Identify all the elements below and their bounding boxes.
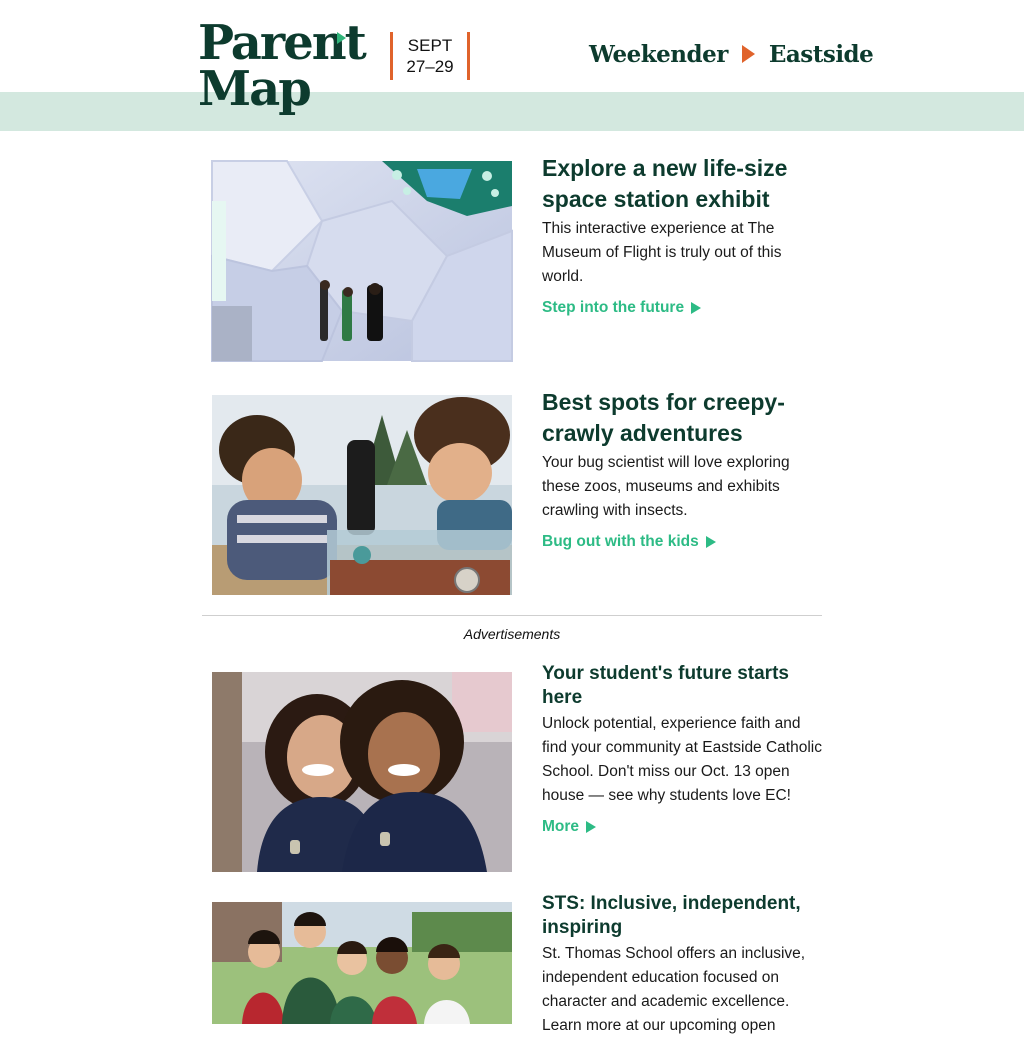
article-description: Your bug scientist will love exploring these zoos, museums and exhibits crawling with insects. (542, 454, 790, 519)
article-text (542, 155, 827, 317)
ad-text (542, 893, 827, 1038)
space-station-photo[interactable] (212, 161, 512, 361)
cta-label: Bug out with the kids (542, 533, 699, 550)
section-divider (202, 615, 822, 616)
ad-description: Unlock potential, experience faith and find your community at Eastside Catholic School. Don't miss our Oct. 13 open house — see why students love EC! (542, 715, 822, 804)
students-photo[interactable] (212, 672, 512, 872)
article-text (542, 389, 827, 551)
ad-title[interactable]: STS: Inclusive, independent, inspiring (542, 893, 801, 938)
play-triangle-icon (706, 536, 716, 548)
date-badge (390, 32, 470, 80)
article-title[interactable]: Explore a new life-size space station exhibit (542, 155, 788, 212)
date-month: SEPT (407, 36, 453, 55)
article-card (212, 155, 822, 361)
advertisements-label: Advertisements (463, 626, 561, 642)
ad-card (212, 893, 822, 1034)
parentmap-logo[interactable] (198, 15, 365, 122)
ad-text (542, 663, 827, 836)
ad-card (212, 663, 822, 872)
ad-title[interactable]: Your student's future starts here (542, 663, 789, 708)
ad-description: St. Thomas School offers an inclusive, independent education focused on character and academic excellence. Learn more at our upcoming open (542, 945, 806, 1034)
edition-name: Weekender (589, 40, 728, 68)
play-triangle-icon (586, 821, 596, 833)
cta-label: More (542, 818, 580, 835)
edition-title (589, 36, 873, 72)
kids-bugs-photo[interactable] (212, 395, 512, 595)
cta-label: Step into the future (542, 299, 685, 316)
play-triangle-icon (691, 302, 701, 314)
step-into-future-link[interactable] (542, 299, 701, 317)
logo-text-parent: Parent (198, 15, 365, 71)
edition-region: Eastside (768, 40, 874, 68)
kids-group-photo[interactable] (212, 902, 512, 1024)
date-range: 27–29 (406, 57, 454, 76)
article-card (212, 389, 822, 595)
header-band (0, 92, 1024, 131)
more-link[interactable] (542, 818, 596, 836)
article-description: This interactive experience at The Museum of Flight is truly out of this world. (542, 220, 782, 285)
logo-text-map: Map (198, 61, 310, 117)
bug-out-link[interactable] (542, 533, 716, 551)
logo-triangle-icon (337, 32, 346, 44)
triangle-right-icon (742, 45, 755, 63)
article-title[interactable]: Best spots for creepy-crawly adventures (542, 389, 785, 446)
